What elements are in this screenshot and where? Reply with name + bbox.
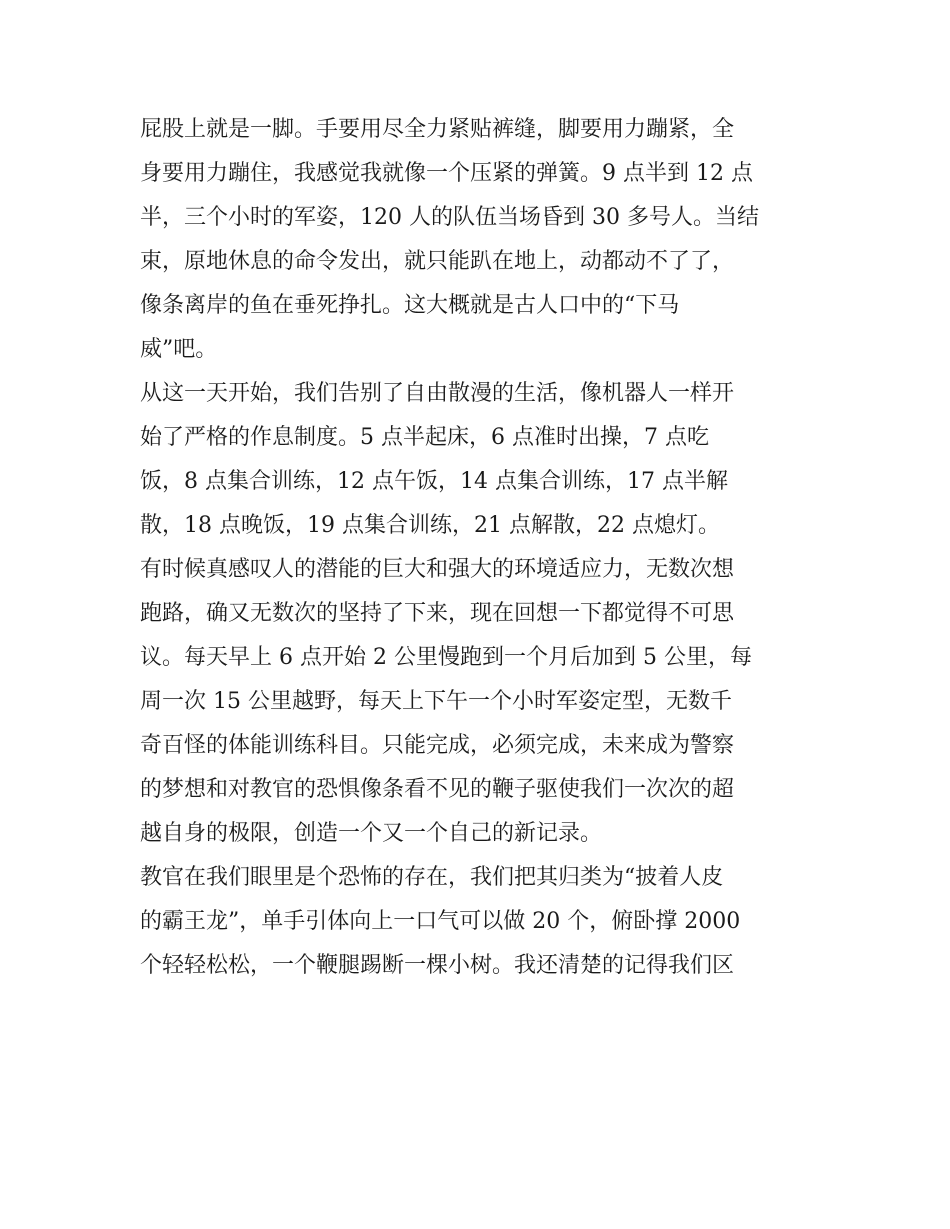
text-line: 像条离岸的鱼在垂死挣扎。这大概就是古人口中的“下马 [140,293,680,318]
text-line: 身要用力蹦住，我感觉我就像一个压紧的弹簧。9 点半到 12 点 [140,161,753,186]
text-line: 始了严格的作息制度。5 点半起床，6 点准时出操，7 点吃 [140,425,709,450]
text-line: 屁股上就是一脚。手要用尽全力紧贴裤缝，脚要用力蹦紧，全 [140,117,735,142]
text-line: 奇百怪的体能训练科目。只能完成，必须完成，未来成为警察 [140,733,735,758]
text-line: 半，三个小时的军姿，120 人的队伍当场昏到 30 多号人。当结 [140,205,759,230]
text-line: 周一次 15 公里越野，每天上下午一个小时军姿定型，无数千 [140,689,732,714]
text-line: 散，18 点晚饭，19 点集合训练，21 点解散，22 点熄灯。 [140,513,720,538]
text-line: 个轻轻松松，一个鞭腿踢断一棵小树。我还清楚的记得我们区 [140,953,735,978]
text-line: 越自身的极限，创造一个又一个自己的新记录。 [140,821,603,846]
text-line: 的霸王龙”，单手引体向上一口气可以做 20 个，俯卧撑 2000 [140,909,741,934]
text-line: 跑路，确又无数次的坚持了下来，现在回想一下都觉得不可思 [140,601,735,626]
text-line: 议。每天早上 6 点开始 2 公里慢跑到一个月后加到 5 公里，每 [140,645,752,670]
text-line: 教官在我们眼里是个恐怖的存在，我们把其归类为“披着人皮 [140,865,724,890]
body-text [140,108,820,988]
text-line: 束，原地休息的命令发出，就只能趴在地上，动都动不了了， [140,249,735,274]
text-line: 威”吧。 [140,337,218,362]
text-line: 饭，8 点集合训练，12 点午饭，14 点集合训练，17 点半解 [140,469,728,494]
text-line: 从这一天开始，我们告别了自由散漫的生活，像机器人一样开 [140,381,735,406]
text-line: 的梦想和对教官的恐惧像条看不见的鞭子驱使我们一次次的超 [140,777,735,802]
text-line: 有时候真感叹人的潜能的巨大和强大的环境适应力，无数次想 [140,557,735,582]
